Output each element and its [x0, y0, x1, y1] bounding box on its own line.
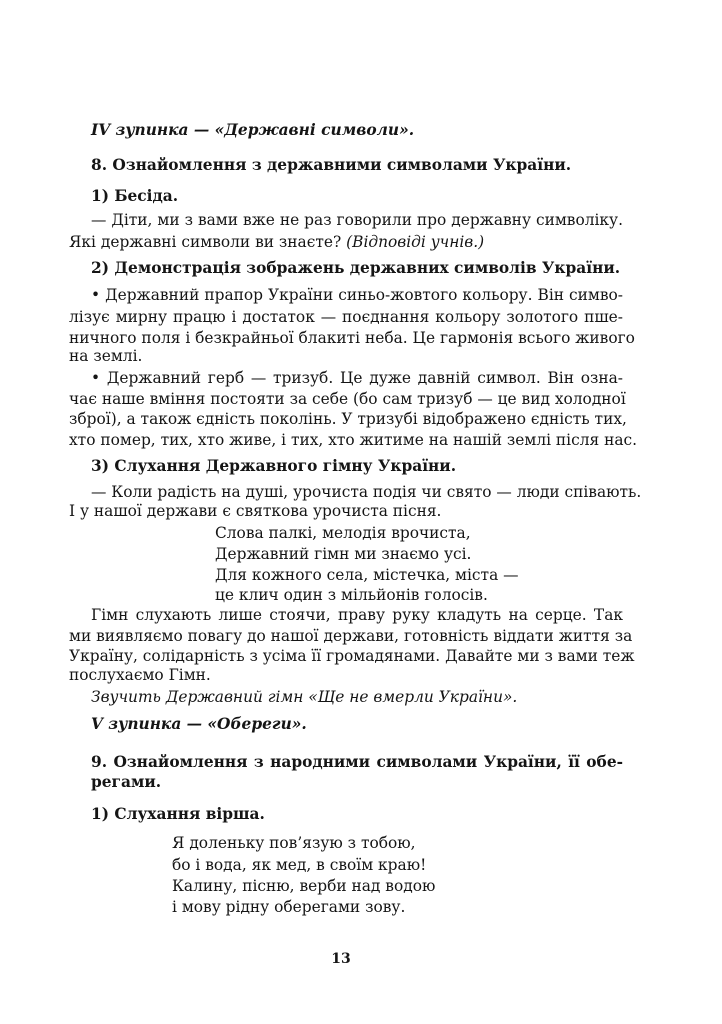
page-number: 13 — [331, 951, 351, 967]
anthem-after-3: Україну, солідарність з усіма її громадянами. Давайте ми з вами теж — [69, 647, 635, 665]
talk-heading: 1) Бесіда. — [91, 187, 179, 205]
coat-line-2: чає наше вміння постояти за себе (бо сам тризуб — це вид холодної — [69, 390, 626, 408]
anthem-after-1: Гімн слухають лише стоячи, праву руку кладуть на серце. Так — [91, 606, 623, 624]
anthem-sound-note: Звучить Державний гімн «Ще не вмерли України». — [91, 688, 518, 706]
flag-line-3: ничного поля і безкрайньої блакиті неба. Це гармонія всього живого — [69, 329, 635, 347]
talk-line-1: — Діти, ми з вами вже не раз говорили про державну символіку. — [91, 211, 623, 229]
poem-heading: 1) Слухання вірша. — [91, 805, 265, 823]
anthem-poem-line-1: Слова палкі, мелодія врочиста, — [215, 524, 471, 542]
amulet-poem-line-4: і мову рідну оберегами зову. — [172, 898, 406, 916]
section-9-title-1: 9. Ознайомлення з народними символами України, її обе- — [91, 753, 623, 771]
talk-question: Які державні символи ви знаєте? — [69, 233, 342, 251]
flag-line-1: • Державний прапор України синьо-жовтого кольору. Він симво- — [91, 286, 623, 304]
talk-line-2 — [69, 232, 484, 252]
flag-line-2: лізує мирну працю і достаток — поєднання кольору золотого пше- — [69, 308, 623, 326]
stop-4-title: IV зупинка — «Державні символи». — [91, 121, 415, 139]
stop-5-title: V зупинка — «Обереги». — [91, 715, 307, 733]
section-8-title: 8. Ознайомлення з державними символами України. — [91, 156, 572, 174]
anthem-after-2: ми виявляємо повагу до нашої держави, готовність віддати життя за — [69, 627, 633, 645]
talk-answer-note: (Відповіді учнів.) — [346, 233, 485, 251]
anthem-heading: 3) Слухання Державного гімну України. — [91, 457, 457, 475]
anthem-intro-2: І у нашої держави є святкова урочиста пісня. — [69, 502, 442, 520]
flag-line-4: на землі. — [69, 347, 143, 365]
anthem-poem-line-2: Державний гімн ми знаємо усі. — [215, 545, 472, 563]
amulet-poem-line-2: бо і вода, як мед, в своїм краю! — [172, 856, 427, 874]
anthem-intro-1: — Коли радість на душі, урочиста подія чи свято — люди співають. — [91, 483, 642, 501]
anthem-poem-line-3: Для кожного села, містечка, міста — — [215, 566, 519, 584]
amulet-poem-line-1: Я доленьку пов’язую з тобою, — [172, 834, 416, 852]
demo-heading: 2) Демонстрація зображень державних символів України. — [91, 259, 621, 277]
anthem-after-4: послухаємо Гімн. — [69, 666, 211, 684]
coat-line-4: хто помер, тих, хто живе, і тих, хто житиме на нашій землі після нас. — [69, 431, 638, 449]
coat-line-1: • Державний герб — тризуб. Це дуже давній символ. Він озна- — [91, 369, 623, 387]
coat-line-3: зброї), а також єдність поколінь. У тризубі відображено єдність тих, — [69, 410, 627, 428]
amulet-poem-line-3: Калину, пісню, верби над водою — [172, 877, 436, 895]
section-9-title-2: регами. — [91, 773, 162, 791]
anthem-poem-line-4: це клич один з мільйонів голосів. — [215, 586, 488, 604]
